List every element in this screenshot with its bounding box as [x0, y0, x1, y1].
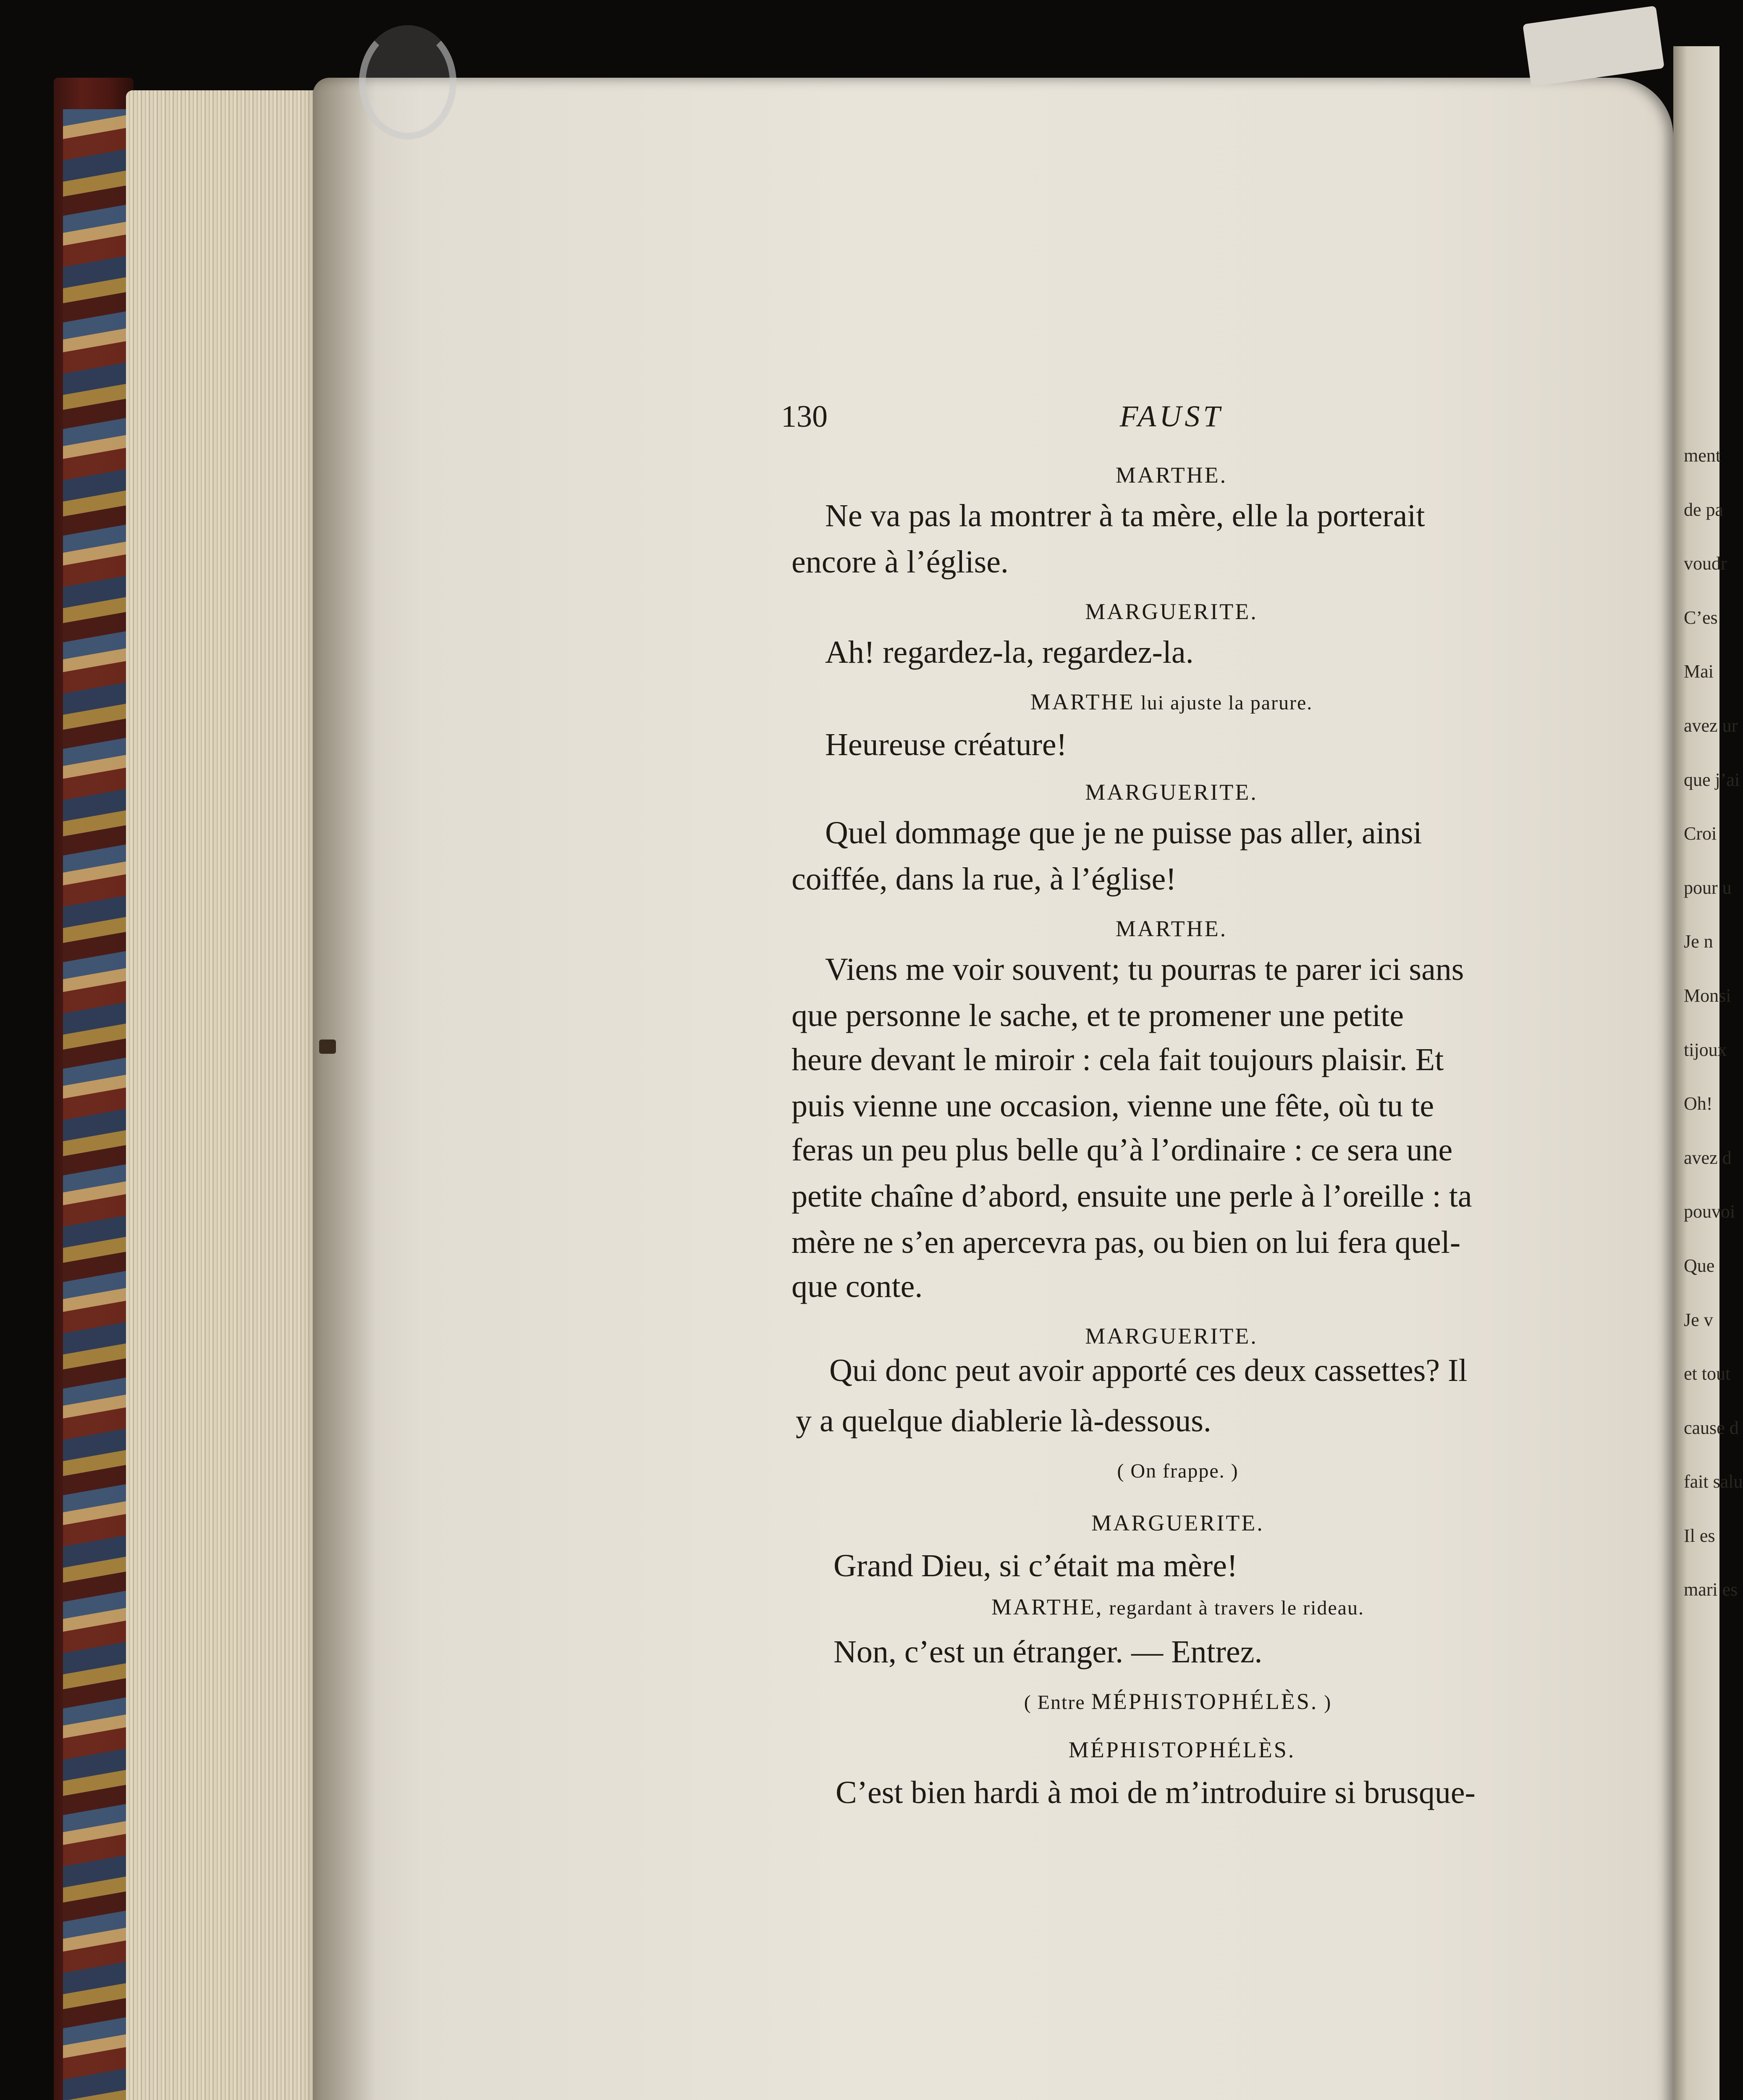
- direction-text: regardant à travers le rideau.: [1103, 1597, 1364, 1619]
- text-line: que personne le sache, et te promener une petite: [792, 998, 1404, 1033]
- text-line: C’est bien hardi à moi de m’introduire si brusque-: [836, 1775, 1476, 1810]
- facing-page-fragment: cause d: [1684, 1417, 1739, 1438]
- text-line: feras un peu plus belle qu’à l’ordinaire : ce sera une: [792, 1132, 1453, 1168]
- speaker-name: MARTHE.: [1115, 916, 1228, 941]
- stage-direction: [991, 1594, 1364, 1620]
- speaker-name: MARGUERITE.: [1091, 1510, 1264, 1536]
- speaker-name: MARTHE.: [1115, 462, 1228, 488]
- facing-page-fragment: que j’ai: [1684, 769, 1740, 790]
- facing-page-fragment: pouvoi: [1684, 1201, 1735, 1222]
- direction-caps: MARTHE: [1030, 689, 1135, 714]
- running-title: FAUST: [1119, 399, 1224, 433]
- page-number: 130: [781, 399, 828, 434]
- text-line: que conte.: [792, 1269, 923, 1304]
- speaker-name: MARGUERITE.: [1085, 599, 1258, 624]
- text-line: Viens me voir souvent; tu pourras te parer ici sans: [825, 952, 1464, 987]
- text-line: Grand Dieu, si c’était ma mère!: [833, 1548, 1238, 1583]
- text-line: coiffée, dans la rue, à l’église!: [792, 861, 1177, 897]
- facing-page-fragment: fait salu: [1684, 1471, 1743, 1492]
- facing-page-fragment: tijoux: [1684, 1039, 1727, 1060]
- book-clip-top: [359, 25, 456, 139]
- stage-direction: [1024, 1688, 1332, 1714]
- marbled-endpaper: [63, 109, 126, 2100]
- text-line: Ne va pas la montrer à ta mère, elle la porterait: [825, 498, 1425, 533]
- speaker-name: MARGUERITE.: [1085, 780, 1258, 805]
- text-line: mère ne s’en apercevra pas, ou bien on lui fera quel-: [792, 1225, 1461, 1260]
- facing-page-fragment: voudr: [1684, 553, 1727, 574]
- facing-page-fragment: de pa: [1684, 499, 1724, 520]
- text-line: Quel dommage que je ne puisse pas aller, ainsi: [825, 815, 1422, 850]
- facing-page-fragment: Mai: [1684, 661, 1714, 682]
- stage-direction: [1030, 689, 1313, 715]
- page-blemish: [319, 1040, 336, 1054]
- direction-text: lui ajuste la parure.: [1135, 692, 1313, 714]
- facing-page-fragment: avez ur: [1684, 715, 1738, 736]
- direction-caps: MÉPHISTOPHÉLÈS.: [1091, 1689, 1318, 1714]
- facing-page-fragment: Oh!: [1684, 1093, 1713, 1114]
- page-gutter-shadow: [313, 78, 376, 2100]
- stage-direction: ( On frappe. ): [1117, 1460, 1239, 1482]
- facing-page-fragment: Je n: [1684, 931, 1713, 952]
- text-line: puis vienne une occasion, vienne une fête, où tu te: [792, 1088, 1434, 1124]
- facing-page-fragment: Croi: [1684, 823, 1717, 844]
- direction-text: ): [1318, 1691, 1332, 1714]
- direction-pre: ( Entre: [1024, 1691, 1091, 1714]
- text-line: Ah! regardez-la, regardez-la.: [825, 635, 1194, 670]
- facing-page-fragment: et tout: [1684, 1363, 1731, 1384]
- text-line: Heureuse créature!: [825, 727, 1067, 762]
- facing-page-fragment: C’es: [1684, 607, 1718, 628]
- facing-page-fragment: mari es: [1684, 1579, 1738, 1600]
- speaker-name: MARGUERITE.: [1085, 1323, 1258, 1349]
- text-line: y a quelque diablerie là-dessous.: [796, 1403, 1211, 1438]
- direction-caps: MARTHE,: [991, 1594, 1103, 1620]
- text-line: heure devant le miroir : cela fait toujours plaisir. Et: [792, 1042, 1444, 1077]
- text-line: Qui donc peut avoir apporté ces deux cassettes? Il: [829, 1353, 1468, 1388]
- facing-page-fragment: ment: [1684, 445, 1721, 466]
- facing-page-text: [1684, 445, 1743, 1789]
- facing-page-fragment: Il es: [1684, 1525, 1715, 1546]
- facing-page-fragment: Que: [1684, 1255, 1715, 1276]
- corner-tab: [1523, 5, 1664, 87]
- facing-page-fragment: Monsi: [1684, 985, 1731, 1006]
- facing-page-fragment: Je v: [1684, 1309, 1713, 1330]
- facing-page-fragment: avez d: [1684, 1147, 1732, 1168]
- page-edges: [126, 90, 328, 2100]
- text-line: petite chaîne d’abord, ensuite une perle à l’oreille : ta: [792, 1179, 1472, 1214]
- text-line: Non, c’est un étranger. — Entrez.: [833, 1634, 1263, 1670]
- text-line: encore à l’église.: [792, 544, 1009, 580]
- speaker-name: MÉPHISTOPHÉLÈS.: [1068, 1737, 1296, 1762]
- facing-page-fragment: pour u: [1684, 877, 1732, 898]
